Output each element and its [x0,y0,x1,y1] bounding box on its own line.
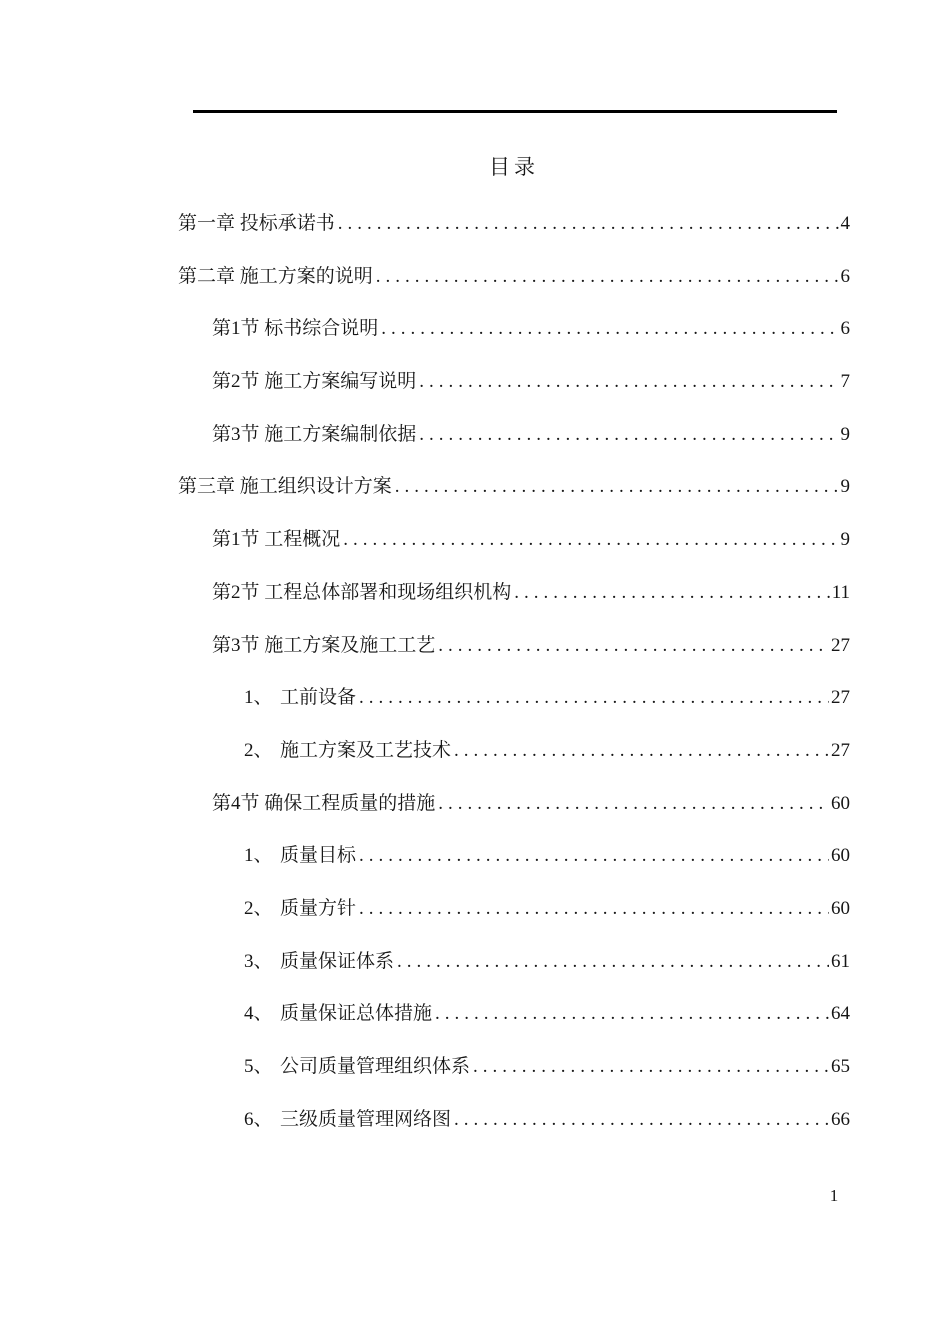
toc-entry[interactable] [178,936,850,989]
toc-entry-number: 1、 [244,845,273,867]
toc-entry-page: 27 [831,739,850,761]
toc-dot-leader [473,1041,829,1094]
toc-entry-page: 60 [831,792,850,814]
toc-entry-label: 第二章 施工方案的说明 [178,265,373,287]
toc-entry-page: 64 [831,1003,850,1025]
toc-entry-label: 质量保证体系 [280,950,395,972]
toc-title: 目录 [489,155,539,179]
toc-entry-label: 第1节 标书综合说明 [212,318,379,340]
toc-entry-label: 第2节 施工方案编写说明 [212,371,417,393]
toc-entry[interactable] [178,1094,850,1147]
header-rule-line [193,110,837,113]
toc-entry-label: 公司质量管理组织体系 [280,1056,471,1077]
toc-entry-number: 6、 [244,1108,273,1130]
toc-entry[interactable] [178,830,850,883]
toc-entry-number: 5、 [244,1056,273,1077]
toc-entry-label: 第1节 工程概况 [212,529,341,551]
toc-entry[interactable] [178,198,850,251]
toc-entry[interactable] [178,303,850,356]
toc-entry-page: 7 [840,371,850,393]
toc-entry-page: 4 [840,213,850,234]
toc-entry-page: 6 [840,318,850,340]
toc-dot-leader [419,409,838,462]
toc-entry-page: 27 [831,634,850,656]
toc-dot-leader [359,883,829,936]
toc-entry-label: 质量保证总体措施 [280,1003,433,1025]
toc-entry[interactable] [178,725,850,778]
toc-dot-leader [343,514,838,567]
toc-entry-page: 65 [831,1056,850,1077]
toc-entry-number: 4、 [244,1003,273,1025]
toc-entry[interactable] [178,514,850,567]
toc-entry[interactable] [178,1041,850,1094]
toc-entry-page: 60 [831,897,850,919]
toc-entry-label: 施工方案及工艺技术 [280,739,452,761]
toc-entry[interactable] [178,251,850,304]
toc-entry[interactable] [178,461,850,514]
footer-page-number: 1 [829,1186,839,1205]
toc-entry-page: 66 [831,1108,850,1130]
toc-entry-page: 61 [831,950,850,972]
toc-list [178,198,850,1146]
toc-dot-leader [438,778,829,831]
toc-entry-label: 质量方针 [280,897,357,919]
toc-entry[interactable] [178,409,850,462]
toc-entry[interactable] [178,883,850,936]
toc-dot-leader [359,672,829,725]
toc-entry[interactable] [178,567,850,620]
toc-entry-page: 27 [831,687,850,709]
toc-dot-leader [376,251,839,304]
toc-entry-label: 三级质量管理网络图 [280,1108,452,1130]
toc-entry-page: 11 [831,581,850,603]
toc-dot-leader [395,461,839,514]
toc-entry-label: 第2节 工程总体部署和现场组织机构 [212,581,512,603]
toc-entry[interactable] [178,778,850,831]
toc-entry-page: 9 [840,423,850,445]
toc-dot-leader [454,1094,829,1147]
toc-entry-page: 6 [840,265,850,287]
toc-entry-label: 工前设备 [280,687,357,709]
toc-entry[interactable] [178,620,850,673]
toc-dot-leader [454,725,829,778]
toc-dot-leader [514,567,829,620]
toc-entry[interactable] [178,988,850,1041]
toc-entry[interactable] [178,356,850,409]
toc-dot-leader [338,198,839,251]
toc-dot-leader [397,936,829,989]
toc-entry[interactable] [178,672,850,725]
toc-dot-leader [381,303,838,356]
toc-entry-label: 第3节 施工方案及施工工艺 [212,634,436,656]
toc-dot-leader [359,830,829,883]
toc-entry-page: 9 [840,529,850,551]
toc-entry-label: 第一章 投标承诺书 [178,213,335,234]
toc-entry-label: 质量目标 [280,845,357,867]
toc-dot-leader [419,356,838,409]
toc-entry-label: 第三章 施工组织设计方案 [178,476,392,498]
toc-dot-leader [435,988,829,1041]
toc-entry-page: 9 [840,476,850,498]
toc-entry-label: 第3节 施工方案编制依据 [212,423,417,445]
toc-entry-number: 1、 [244,687,273,709]
toc-entry-label: 第4节 确保工程质量的措施 [212,792,436,814]
toc-entry-page: 60 [831,845,850,867]
toc-entry-number: 2、 [244,739,273,761]
toc-entry-number: 2、 [244,897,273,919]
toc-entry-number: 3、 [244,950,273,972]
toc-dot-leader [438,620,829,673]
